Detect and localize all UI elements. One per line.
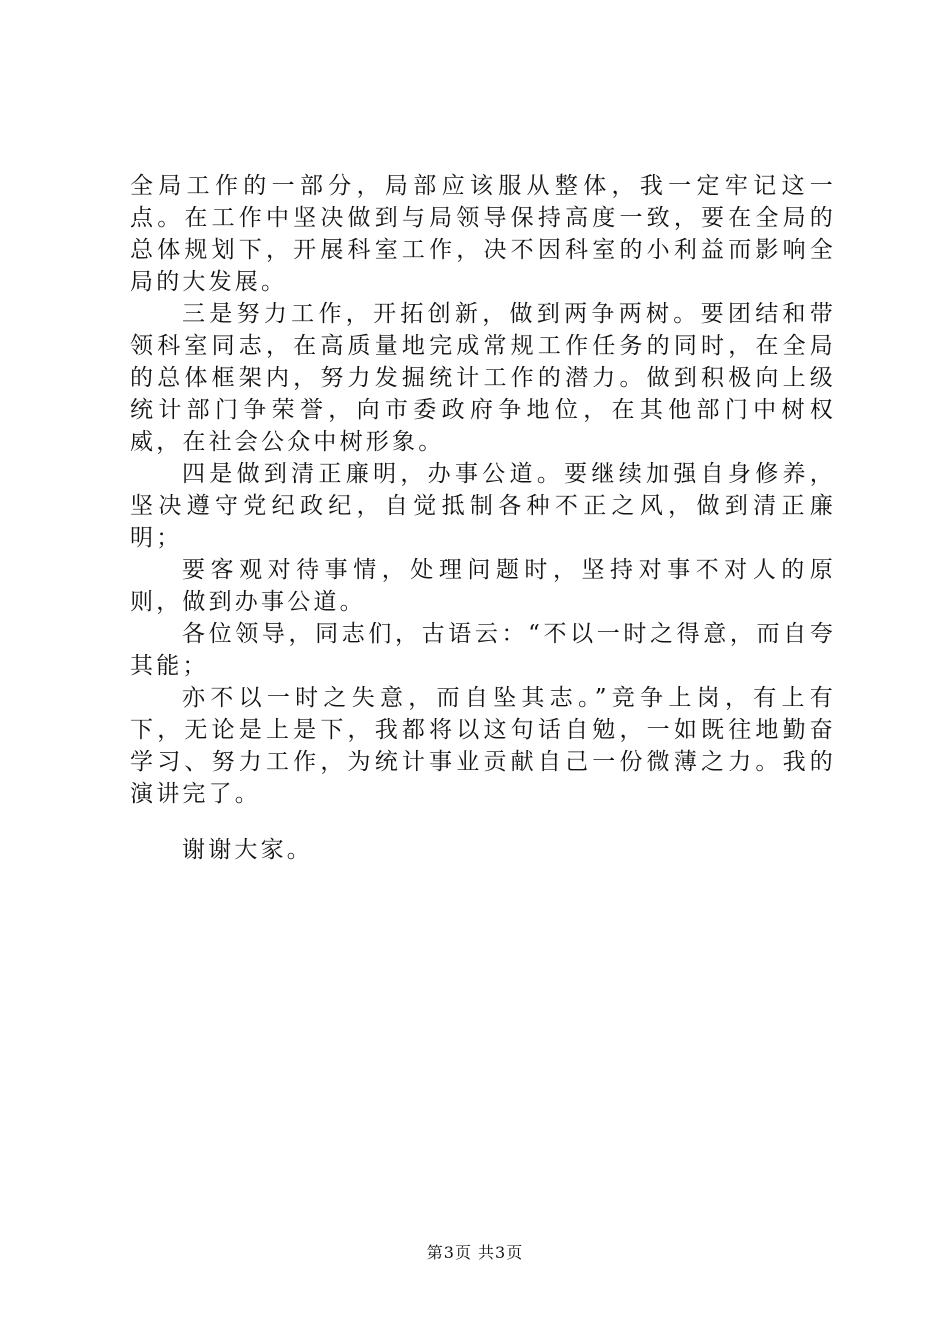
- paragraph-fairness: 要客观对待事情，处理问题时，坚持对事不对人的原则，做到办事公道。: [130, 557, 836, 615]
- page-footer: [0, 1243, 950, 1263]
- paragraph-quote-start: 各位领导，同志们，古语云：“不以一时之得意，而自夸其能；: [130, 621, 836, 679]
- paragraph-point-four: 四是做到清正廉明，办事公道。要继续加强自身修养，坚决遵守党纪政纪，自觉抵制各种不正之风，做到清正廉明；: [130, 461, 836, 551]
- page-number-label: 第3页 共3页: [426, 1243, 524, 1262]
- paragraph-continuation: 全局工作的一部分，局部应该服从整体，我一定牢记这一点。在工作中坚决做到与局领导保持高度一致，要在全局的总体规划下，开展科室工作，决不因科室的小利益而影响全局的大发展。: [130, 173, 836, 295]
- document-body: [130, 170, 836, 866]
- closing-thanks: 谢谢大家。: [182, 837, 313, 863]
- paragraph-quote-end: 亦不以一时之失意，而自坠其志。”竞争上岗，有上有下，无论是上是下，我都将以这句话自勉，一如既往地勤奋学习、努力工作，为统计事业贡献自己一份微薄之力。我的演讲完了。: [130, 685, 836, 807]
- paragraph-point-three: 三是努力工作，开拓创新，做到两争两树。要团结和带领科室同志，在高质量地完成常规工作任务的同时，在全局的总体框架内，努力发掘统计工作的潜力。做到积极向上级统计部门争荣誉，向市委政府争地位，在其他部门中树权威，在社会公众中树形象。: [130, 301, 836, 455]
